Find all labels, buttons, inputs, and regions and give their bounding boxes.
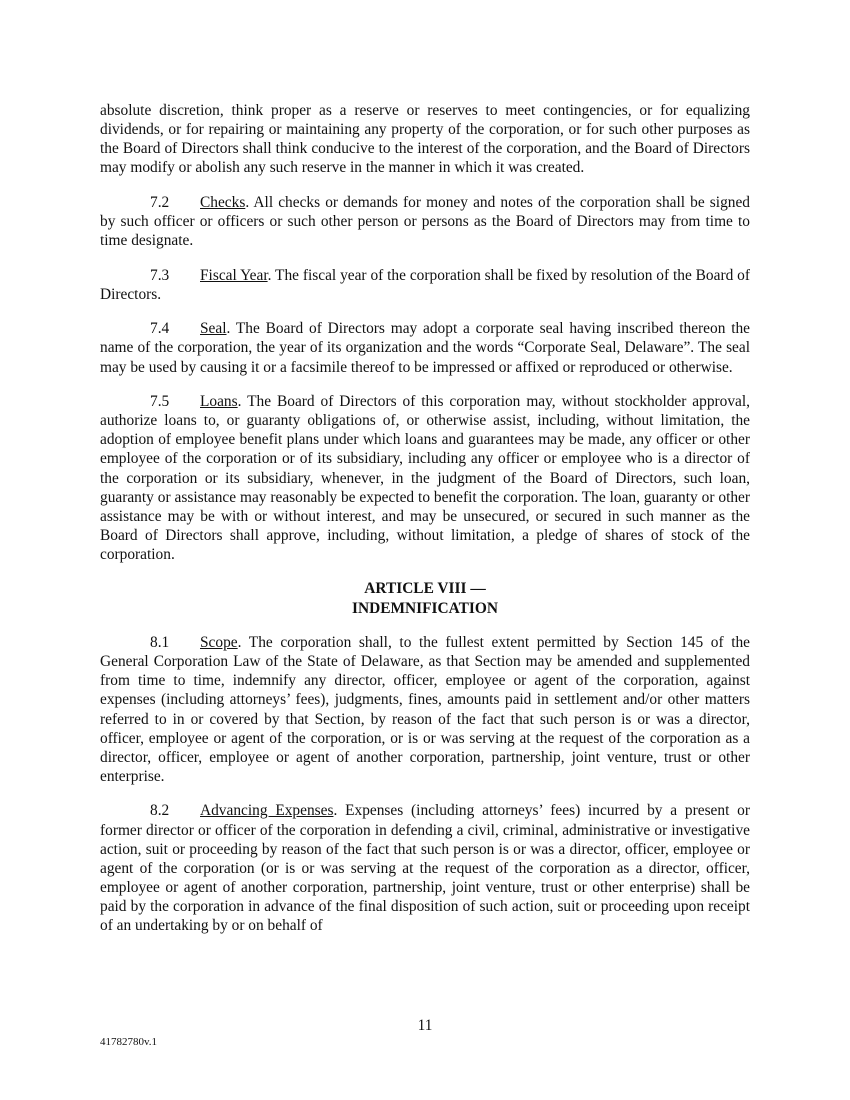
section-number: 8.1 <box>150 634 170 652</box>
section-text: . The fiscal year of the corporation shall be fixed by resolution of the Board of Directors. <box>100 266 750 303</box>
section-8-2 <box>100 801 750 935</box>
section-heading: Scope <box>200 634 238 652</box>
document-body <box>100 101 750 951</box>
article-title-line2: INDEMNIFICATION <box>352 599 498 617</box>
section-number: 7.5 <box>150 393 170 411</box>
article-heading <box>100 579 750 617</box>
section-number: 7.3 <box>150 266 170 284</box>
section-7-2 <box>100 193 750 250</box>
section-heading: Checks <box>200 193 246 211</box>
section-text: . Expenses (including attorneys’ fees) incurred by a present or former director or officer of the corporation in defending a civil, criminal, administrative or investigative action, suit or proceeding by reason of the fact that such person is or was a director, officer, employee or agent of the corporation (or is or was serving at the request of the corporation as a director, officer, employee or agent of another corporation, partnership, joint venture, trust or other enterprise) shall be paid by the corporation in advance of the final disposition of such action, suit or proceeding upon receipt of an undertaking by or on behalf of <box>100 802 750 934</box>
section-text: . The Board of Directors of this corporation may, without stockholder approval, authorize loans to, or guaranty obligations of, or otherwise assist, including, without limitation, the adoption of employee benefit plans under which loans and guarantees may be made, any officer or other employee of the corporation or of its subsidiary, including any officer or employee who is a director of the corporation or its subsidiary, whenever, in the judgment of the Board of Directors, such loan, guaranty or assistance may reasonably be expected to benefit the corporation. The loan, guaranty or other assistance may be with or without interest, and may be unsecured, or secured in such manner as the Board of Directors shall approve, including, without limitation, a pledge of shares of stock of the corporation. <box>100 393 750 563</box>
section-7-4 <box>100 319 750 376</box>
section-heading: Advancing Expenses <box>200 802 334 820</box>
section-number: 7.2 <box>150 193 170 211</box>
section-number: 7.4 <box>150 320 170 338</box>
section-number: 8.2 <box>150 802 170 820</box>
document-id: 41782780v.1 <box>100 1036 158 1048</box>
page-number: 11 <box>417 1017 433 1034</box>
section-text: . All checks or demands for money and notes of the corporation shall be signed by such officer or officers or such other person or persons as the Board of Directors may from time to time designate. <box>100 193 750 250</box>
section-heading: Fiscal Year <box>200 266 268 284</box>
section-7-3 <box>100 266 750 304</box>
intro-paragraph: absolute discretion, think proper as a reserve or reserves to meet contingencies, or for equalizing dividends, or for repairing or maintaining any property of the corporation, or for such other purposes as the Board of Directors shall think conducive to the interest of the corporation, and the Board of Directors may modify or abolish any such reserve in the manner in which it was created. <box>100 102 750 177</box>
article-title-line1: ARTICLE VIII — <box>364 580 486 598</box>
section-7-5 <box>100 392 750 564</box>
section-text: . The Board of Directors may adopt a corporate seal having inscribed thereon the name of the corporation, the year of its organization and the words “Corporate Seal, Delaware”. The seal may be used by causing it or a facsimile thereof to be impressed or affixed or reproduced or otherwise. <box>100 320 750 376</box>
section-heading: Loans <box>200 393 238 411</box>
section-8-1 <box>100 633 750 786</box>
section-heading: Seal <box>200 320 227 338</box>
section-text: . The corporation shall, to the fullest extent permitted by Section 145 of the General Corporation Law of the State of Delaware, as that Section may be amended and supplemented from time to time, indemnify any director, officer, employee or agent of the corporation, against expenses (including attorneys’ fees), judgments, fines, amounts paid in settlement and/or other matters referred to in or covered by that Section, by reason of the fact that such person is or was a director, officer, employee or agent of the corporation, or is or was serving at the request of the corporation as a director, officer, employee or agent of another corporation, partnership, joint venture, trust or other enterprise. <box>100 634 750 785</box>
